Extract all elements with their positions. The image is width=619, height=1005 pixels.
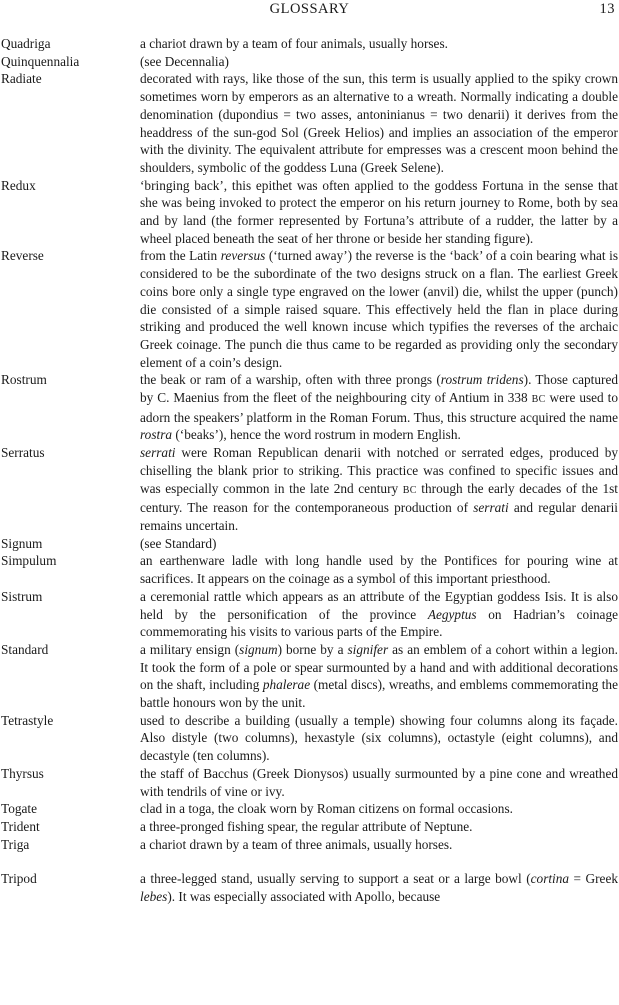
- definition-text: (‘turned away’) the reverse is the ‘back’ of a coin bearing what is considered to be the subordinate of the two designs struck on a flan. The earliest Greek coins bore only a single type engraved on the lower (anvil) die, whilst the upper (punch) die consisted of a simple raised square. This effectively held the flan in place during striking and produced the well known incuse which typifies the reverses of the archaic Greek coinage. The punch die thus came to be regarded as providing only the secondary element of a coin’s design.: [140, 248, 618, 370]
- italic-term: cortina: [530, 871, 570, 887]
- glossary-entry: [1, 765, 619, 800]
- glossary-term: Quadriga: [1, 36, 51, 51]
- glossary-entry: [1, 870, 619, 905]
- page-number: 13: [599, 1, 615, 17]
- italic-term: rostra: [140, 427, 173, 443]
- glossary-term: Togate: [1, 801, 37, 817]
- glossary-definition: a three-pronged fishing spear, the regular attribute of Neptune.: [140, 818, 473, 834]
- glossary-term: Quinquennalia: [1, 53, 80, 69]
- definition-text: ). Those captured by C. Maenius from the fleet of the neighbouring city of Antium in 338: [140, 372, 618, 406]
- glossary-term: Redux: [1, 177, 36, 193]
- glossary-definition: a chariot drawn by a team of three animals, usually horses.: [140, 836, 453, 852]
- glossary-term: Standard: [1, 641, 49, 657]
- glossary-term: Trident: [1, 818, 40, 834]
- glossary-definition: used to describe a building (usually a temple) showing four columns along its façade. Also distyle (two columns), hexastyle (six columns), octastyle (eight columns), and decastyle (ten columns).: [140, 712, 618, 764]
- glossary-entry: [1, 535, 619, 553]
- definition-text: = Greek: [569, 871, 618, 887]
- glossary-definition: decorated with rays, like those of the sun, this term is usually applied to the spiky crown sometimes worn by emperors as an alternative to a wreath. Normally indicating a double denomination (dupondius = two asses, antoninianus = two denarii) it derives from the headdress of the sun-god Sol (Greek Helios) and implies an association of the emperor with the divinity. The equivalent attribute for empresses was a crescent moon behind the shoulders, symbolic of the goddess Luna (Greek Selene).: [140, 71, 618, 175]
- definition-text: a ceremonial rattle which appears as an attribute of the Egyptian goddess Isis. It is also held by the personification of the province: [140, 588, 618, 622]
- glossary-term: Tetrastyle: [1, 712, 54, 728]
- glossary-term: Sistrum: [1, 588, 43, 604]
- glossary-entry: [1, 712, 619, 765]
- glossary-entry: [1, 35, 619, 53]
- glossary-entry: [1, 53, 619, 71]
- definition-text: (metal discs), wreaths, and emblems commemorating the battle honours won by the unit.: [140, 677, 618, 711]
- definition-text: through the early decades of the 1st century. The reason for the contemporaneous production of: [140, 480, 618, 516]
- page-header: [0, 0, 619, 20]
- glossary-entry: [1, 247, 619, 371]
- definition-text: a military ensign (: [140, 641, 240, 657]
- glossary-definition: [140, 588, 618, 641]
- italic-term: signifer: [347, 641, 389, 657]
- italic-term: serrati: [473, 500, 509, 516]
- definition-text: as an emblem of a cohort within a legion. It took the form of a pole or spear surmounted by a hand and with additional decorations on the shaft, including: [140, 641, 618, 693]
- definition-text: and regular denarii remains uncertain.: [140, 500, 619, 533]
- italic-term: reversus: [220, 248, 266, 264]
- glossary-entry: [1, 552, 619, 587]
- definition-text: were used to adorn the speakers’ platform in the Roman Forum. Thus, this structure acquired the name: [140, 390, 618, 425]
- italic-term: Aegyptus: [427, 606, 477, 622]
- glossary-term: Triga: [1, 836, 30, 852]
- glossary-entry: [1, 588, 619, 641]
- italic-term: signum: [239, 641, 278, 657]
- definition-text: were Roman Republican denarii with notched or serrated edges, produced by chiselling the blank prior to striking. This practice was confined to specific issues and was especially common in the late 2nd century: [140, 445, 618, 496]
- glossary-definition: clad in a toga, the cloak worn by Roman citizens on formal occasions.: [140, 801, 513, 817]
- italic-term: lebes: [140, 889, 168, 905]
- glossary-term: Rostrum: [1, 372, 47, 388]
- glossary-list: [1, 35, 619, 906]
- small-caps-era: BC: [402, 484, 417, 496]
- definition-text: ). It was especially associated with Apollo, because: [167, 889, 441, 905]
- glossary-definition: [140, 870, 618, 905]
- glossary-term: Signum: [1, 535, 43, 551]
- glossary-entry: [1, 800, 619, 818]
- definition-text: on Hadrian’s coinage commemorating his visits to various parts of the Empire.: [140, 606, 618, 640]
- glossary-term: Radiate: [1, 71, 42, 87]
- glossary-definition: (see Standard): [140, 535, 217, 551]
- definition-text: from the Latin: [140, 248, 221, 264]
- glossary-entry: [1, 836, 619, 854]
- glossary-term: Tripod: [1, 871, 37, 887]
- small-caps-era: BC: [531, 394, 546, 406]
- glossary-entry: [1, 818, 619, 836]
- italic-term: rostrum tridens: [440, 372, 524, 388]
- glossary-definition: ‘bringing back’, this epithet was often applied to the goddess Fortuna in the sense that she was being invoked to protect the emperor on his return journey to Rome, both by sea and by land (the former represented by Fortuna’s attribute of a rudder, the latter by a wheel placed beneath the seat of her throne or beside her standing figure).: [140, 177, 618, 246]
- italic-term: serrati: [140, 445, 176, 461]
- definition-text: ) borne by a: [277, 641, 348, 657]
- glossary-definition: [140, 641, 618, 712]
- glossary-entry: [1, 177, 619, 248]
- running-title: GLOSSARY: [269, 1, 350, 17]
- glossary-entry: [1, 371, 619, 444]
- glossary-definition: a chariot drawn by a team of four animals, usually horses.: [140, 36, 448, 51]
- glossary-definition: [140, 247, 618, 371]
- glossary-entry: [1, 641, 619, 712]
- glossary-term: Thyrsus: [1, 765, 44, 781]
- glossary-entry: [1, 70, 619, 176]
- glossary-term: Reverse: [1, 248, 44, 264]
- glossary-definition: (see Decennalia): [140, 53, 229, 69]
- glossary-entry: [1, 444, 619, 535]
- glossary-definition: an earthenware ladle with long handle used by the Pontifices for pouring wine at sacrifices. It appears on the coinage as a symbol of this important priesthood.: [140, 553, 618, 587]
- glossary-term: Simpulum: [1, 553, 57, 569]
- definition-text: the beak or ram of a warship, often with three prongs (: [140, 372, 441, 388]
- glossary-definition: the staff of Bacchus (Greek Dionysos) usually surmounted by a pine cone and wreathed with tendrils of vine or ivy.: [140, 765, 618, 799]
- definition-text: a three-legged stand, usually serving to support a seat or a large bowl (: [140, 871, 531, 887]
- glossary-definition: [140, 444, 618, 535]
- glossary-term: Serratus: [1, 445, 45, 461]
- definition-text: (‘beaks’), hence the word rostrum in modern English.: [172, 427, 461, 443]
- italic-term: phalerae: [262, 677, 311, 693]
- glossary-definition: [140, 371, 618, 444]
